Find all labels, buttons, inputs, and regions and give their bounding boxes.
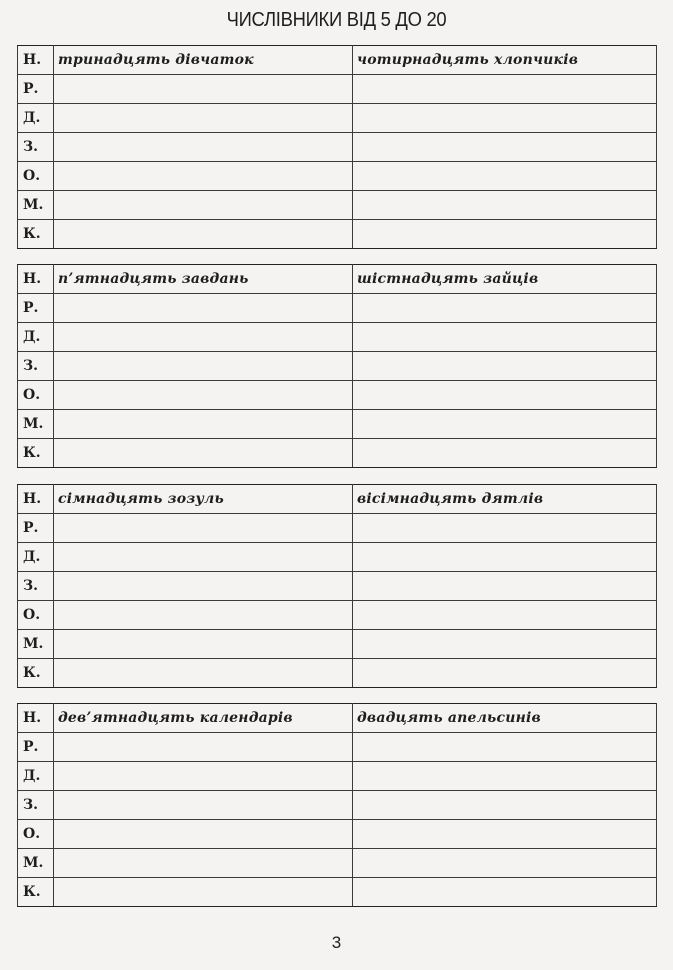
- answer-field-right[interactable]: [353, 543, 657, 572]
- phrase-text: дев’ятнадцять календарів: [58, 710, 293, 726]
- answer-field-left[interactable]: [54, 439, 353, 468]
- case-label: О.: [18, 820, 54, 849]
- table-row: [18, 733, 657, 762]
- table-row: [18, 104, 657, 133]
- case-label: К.: [18, 439, 54, 468]
- answer-field-right[interactable]: [353, 75, 657, 104]
- declension-table: [17, 264, 657, 468]
- table-row: [18, 630, 657, 659]
- answer-field-right[interactable]: [353, 220, 657, 249]
- case-label: О.: [18, 381, 54, 410]
- answer-field-right[interactable]: [353, 572, 657, 601]
- table-row: [18, 762, 657, 791]
- answer-field-left[interactable]: [54, 191, 353, 220]
- phrase-text: двадцять апельсинів: [357, 710, 541, 726]
- phrase-left: [54, 46, 353, 75]
- page-number: 3: [331, 933, 342, 952]
- table-row: [18, 791, 657, 820]
- answer-field-right[interactable]: [353, 791, 657, 820]
- case-label: К.: [18, 659, 54, 688]
- answer-field-right[interactable]: [353, 630, 657, 659]
- declension-table: [17, 703, 657, 907]
- answer-field-left[interactable]: [54, 104, 353, 133]
- table-row: [18, 849, 657, 878]
- case-label: М.: [18, 191, 54, 220]
- case-label: Н.: [18, 485, 54, 514]
- phrase-left: [54, 485, 353, 514]
- table-row: [18, 75, 657, 104]
- answer-field-right[interactable]: [353, 849, 657, 878]
- answer-field-right[interactable]: [353, 410, 657, 439]
- table-row: [18, 294, 657, 323]
- table-row: [18, 46, 657, 75]
- case-label: О.: [18, 601, 54, 630]
- case-label: Р.: [18, 294, 54, 323]
- table-row: [18, 439, 657, 468]
- case-label: К.: [18, 878, 54, 907]
- table-row: [18, 878, 657, 907]
- answer-field-left[interactable]: [54, 601, 353, 630]
- case-label: М.: [18, 849, 54, 878]
- answer-field-right[interactable]: [353, 514, 657, 543]
- table-row: [18, 265, 657, 294]
- phrase-right: [353, 485, 657, 514]
- answer-field-right[interactable]: [353, 191, 657, 220]
- table-row: [18, 572, 657, 601]
- page-title: ЧИСЛІВНИКИ ВІД 5 ДО 20: [226, 9, 447, 31]
- answer-field-left[interactable]: [54, 410, 353, 439]
- case-label: М.: [18, 410, 54, 439]
- case-label: З.: [18, 572, 54, 601]
- answer-field-right[interactable]: [353, 323, 657, 352]
- answer-field-left[interactable]: [54, 543, 353, 572]
- table-row: [18, 514, 657, 543]
- phrase-text: тринадцять дівчаток: [58, 52, 254, 68]
- table-row: [18, 133, 657, 162]
- answer-field-left[interactable]: [54, 572, 353, 601]
- table-row: [18, 162, 657, 191]
- case-label: Р.: [18, 733, 54, 762]
- case-label: Н.: [18, 704, 54, 733]
- table-row: [18, 381, 657, 410]
- case-label: Д.: [18, 323, 54, 352]
- answer-field-left[interactable]: [54, 220, 353, 249]
- case-label: З.: [18, 133, 54, 162]
- declension-table: [17, 484, 657, 688]
- phrase-text: шістнадцять зайців: [357, 271, 539, 287]
- case-label: К.: [18, 220, 54, 249]
- answer-field-left[interactable]: [54, 820, 353, 849]
- table-row: [18, 410, 657, 439]
- case-label: О.: [18, 162, 54, 191]
- phrase-text: п’ятнадцять завдань: [58, 271, 249, 287]
- table-row: [18, 601, 657, 630]
- table-row: [18, 220, 657, 249]
- table-row: [18, 485, 657, 514]
- case-label: Р.: [18, 514, 54, 543]
- answer-field-right[interactable]: [353, 820, 657, 849]
- answer-field-left[interactable]: [54, 514, 353, 543]
- case-label: Д.: [18, 762, 54, 791]
- case-label: З.: [18, 791, 54, 820]
- answer-field-left[interactable]: [54, 162, 353, 191]
- phrase-right: [353, 265, 657, 294]
- answer-field-right[interactable]: [353, 104, 657, 133]
- answer-field-right[interactable]: [353, 762, 657, 791]
- answer-field-left[interactable]: [54, 849, 353, 878]
- answer-field-left[interactable]: [54, 630, 353, 659]
- case-label: Д.: [18, 543, 54, 572]
- table-row: [18, 659, 657, 688]
- answer-field-left[interactable]: [54, 762, 353, 791]
- table-row: [18, 323, 657, 352]
- answer-field-left[interactable]: [54, 352, 353, 381]
- answer-field-right[interactable]: [353, 659, 657, 688]
- phrase-left: [54, 265, 353, 294]
- table-row: [18, 820, 657, 849]
- case-label: З.: [18, 352, 54, 381]
- answer-field-left[interactable]: [54, 294, 353, 323]
- case-label: Н.: [18, 46, 54, 75]
- answer-field-right[interactable]: [353, 601, 657, 630]
- answer-field-right[interactable]: [353, 162, 657, 191]
- case-label: Н.: [18, 265, 54, 294]
- answer-field-right[interactable]: [353, 381, 657, 410]
- answer-field-left[interactable]: [54, 878, 353, 907]
- table-row: [18, 543, 657, 572]
- phrase-text: чотирнадцять хлопчиків: [357, 52, 579, 68]
- case-label: М.: [18, 630, 54, 659]
- answer-field-right[interactable]: [353, 294, 657, 323]
- phrase-text: сімнадцять зозуль: [58, 491, 224, 507]
- phrase-left: [54, 704, 353, 733]
- answer-field-right[interactable]: [353, 733, 657, 762]
- answer-field-left[interactable]: [54, 133, 353, 162]
- answer-field-right[interactable]: [353, 439, 657, 468]
- answer-field-right[interactable]: [353, 352, 657, 381]
- table-row: [18, 352, 657, 381]
- answer-field-left[interactable]: [54, 75, 353, 104]
- case-label: Д.: [18, 104, 54, 133]
- declension-table: [17, 45, 657, 249]
- phrase-right: [353, 704, 657, 733]
- answer-field-right[interactable]: [353, 133, 657, 162]
- answer-field-right[interactable]: [353, 878, 657, 907]
- phrase-text: вісімнадцять дятлів: [357, 491, 544, 507]
- answer-field-left[interactable]: [54, 323, 353, 352]
- table-row: [18, 704, 657, 733]
- answer-field-left[interactable]: [54, 791, 353, 820]
- table-row: [18, 191, 657, 220]
- case-label: Р.: [18, 75, 54, 104]
- answer-field-left[interactable]: [54, 659, 353, 688]
- answer-field-left[interactable]: [54, 733, 353, 762]
- phrase-right: [353, 46, 657, 75]
- answer-field-left[interactable]: [54, 381, 353, 410]
